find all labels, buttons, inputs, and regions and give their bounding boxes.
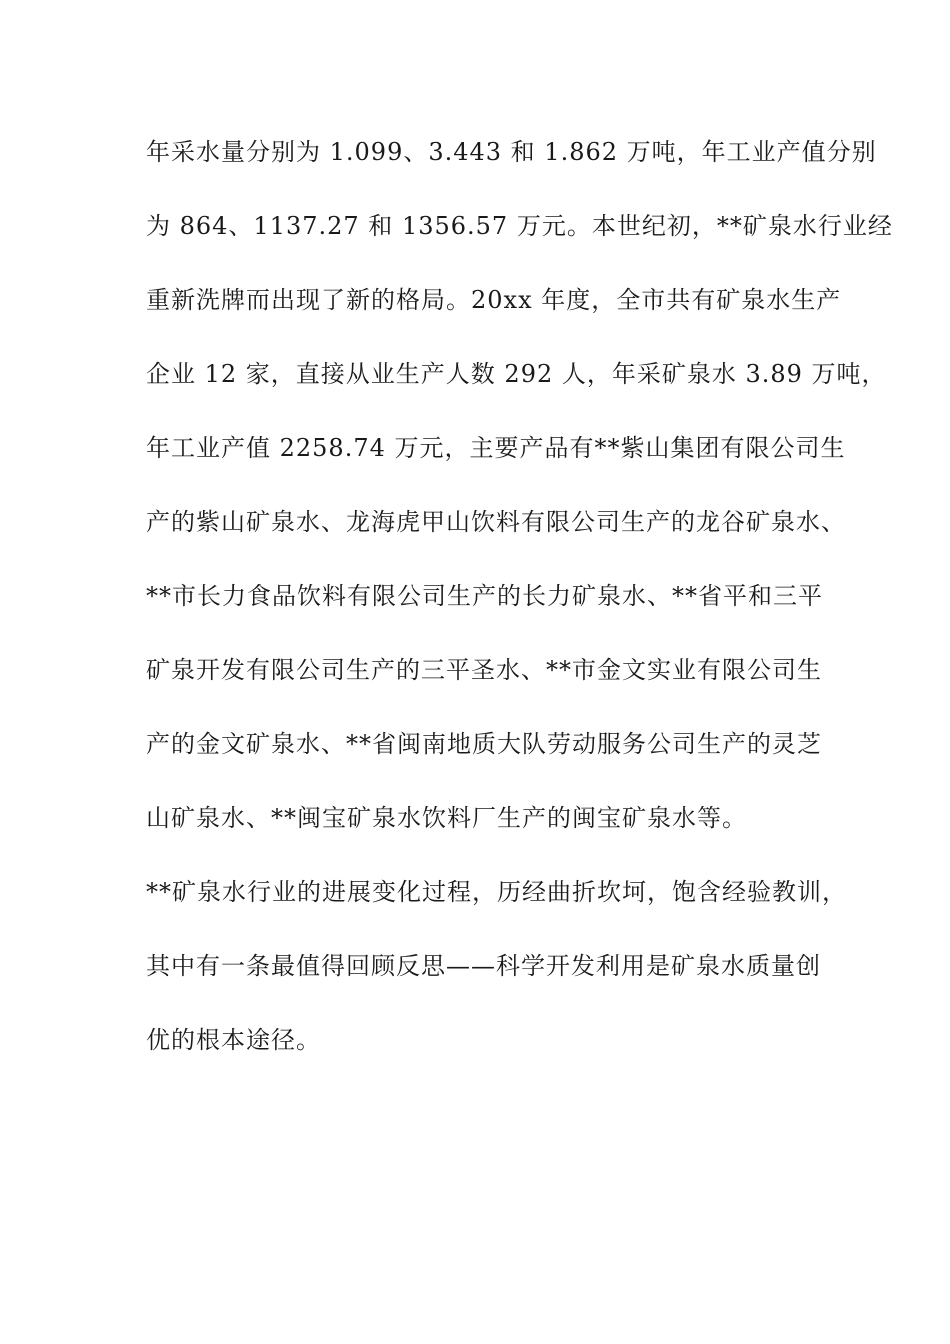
text-line: 矿泉开发有限公司生产的三平圣水、**市金文实业有限公司生	[146, 656, 822, 684]
text-line: 年工业产值 2258.74 万元，主要产品有**紫山集团有限公司生	[146, 434, 846, 462]
text-line: 产的紫山矿泉水、龙海虎甲山饮料有限公司生产的龙谷矿泉水、	[146, 508, 846, 536]
body-text	[146, 128, 893, 1090]
text-line: 其中有一条最值得回顾反思——科学开发利用是矿泉水质量创	[146, 952, 821, 980]
text-line: 企业 12 家，直接从业生产人数 292 人，年采矿泉水 3.89 万吨，	[146, 360, 887, 388]
text-line: 为 864、1137.27 和 1356.57 万元。本世纪初，**矿泉水行业经	[146, 212, 893, 240]
text-line: **市长力食品饮料有限公司生产的长力矿泉水、**省平和三平	[146, 582, 823, 610]
text-line: **矿泉水行业的进展变化过程，历经曲折坎坷，饱含经验教训，	[146, 878, 847, 906]
text-line: 重新洗牌而出现了新的格局。20xx 年度，全市共有矿泉水生产	[146, 286, 842, 314]
text-line: 山矿泉水、**闽宝矿泉水饮料厂生产的闽宝矿泉水等。	[146, 804, 747, 832]
text-line: 优的根本途径。	[146, 1026, 321, 1054]
text-line: 产的金文矿泉水、**省闽南地质大队劳动服务公司生产的灵芝	[146, 730, 822, 758]
text-line: 年采水量分别为 1.099、3.443 和 1.862 万吨，年工业产值分别	[146, 138, 877, 166]
